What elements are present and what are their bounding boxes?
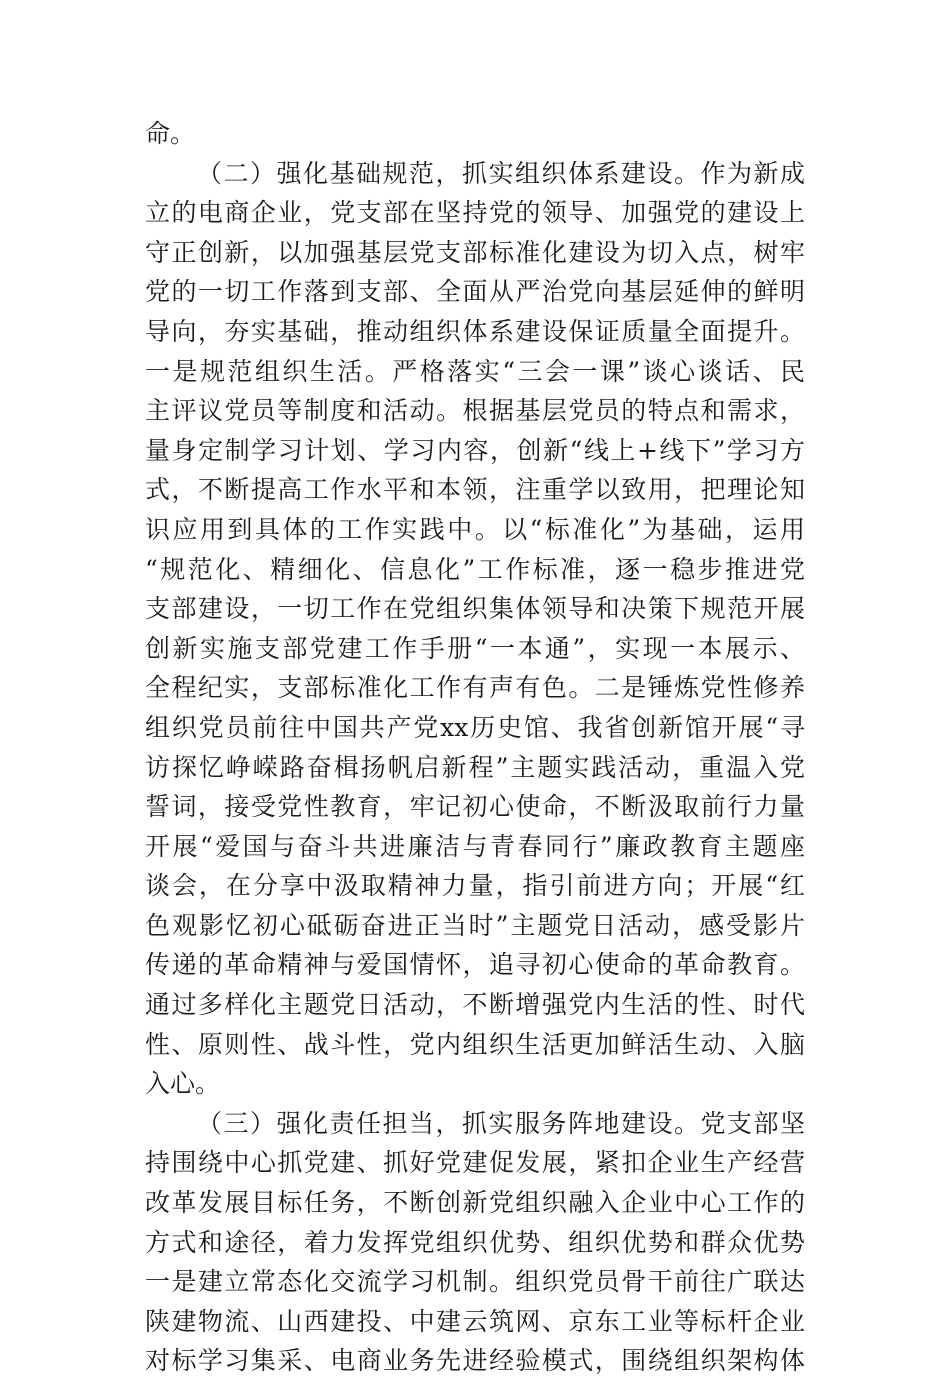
text-line: 组织党员前往中国共产党xx历史馆、我省创新馆开展“寻	[145, 712, 805, 742]
text-line: 誓词，接受党性教育，牢记初心使命，不断汲取前行力量	[145, 792, 805, 822]
text-line: 立的电商企业，党支部在坚持党的领导、加强党的建设上	[145, 198, 805, 228]
text-line: 谈会，在分享中汲取精神力量，指引前进方向；开展“红	[145, 871, 805, 901]
text-line: 全程纪实，支部标准化工作有声有色。二是锤炼党性修养	[145, 673, 805, 703]
text-line: 党的一切工作落到支部、全面从严治党向基层延伸的鲜明	[145, 277, 805, 307]
text-line: 识应用到具体的工作实践中。以“标准化”为基础，运用	[145, 514, 805, 544]
text-line: 入心。	[145, 1069, 221, 1099]
text-line: 色观影忆初心砥砺奋进正当时”主题党日活动，感受影片	[145, 910, 805, 940]
document-body	[145, 114, 805, 1381]
text-line: 支部建设，一切工作在党组织集体领导和决策下规范开展	[145, 594, 805, 624]
text-line: 性、原则性、战斗性，党内组织生活更加鲜活生动、入脑	[145, 1029, 805, 1059]
text-line: 陕建物流、山西建投、中建云筑网、京东工业等标杆企业	[145, 1306, 805, 1336]
text-line: 主评议党员等制度和活动。根据基层党员的特点和需求，	[145, 396, 805, 426]
text-line: 守正创新，以加强基层党支部标准化建设为切入点，树牢	[145, 237, 805, 267]
text-line: 开展“爱国与奋斗共进廉洁与青春同行”廉政教育主题座	[145, 831, 805, 861]
text-line: 改革发展目标任务，不断创新党组织融入企业中心工作的	[145, 1188, 805, 1218]
text-line: 量身定制学习计划、学习内容，创新“线上+线下”学习方	[145, 435, 805, 465]
text-line: 导向，夯实基础，推动组织体系建设保证质量全面提升。	[145, 316, 805, 346]
text-line: 通过多样化主题党日活动，不断增强党内生活的性、时代	[145, 990, 805, 1020]
text-line: 命。	[145, 119, 196, 148]
section-heading-line: （二）强化基础规范，抓实组织体系建设。作为新成	[197, 158, 805, 188]
section-heading-line: （三）强化责任担当，抓实服务阵地建设。党支部坚	[197, 1108, 805, 1138]
text-line: 持围绕中心抓党建、抓好党建促发展，紧扣企业生产经营	[145, 1148, 805, 1178]
text-line: 式，不断提高工作水平和本领，注重学以致用，把理论知	[145, 475, 805, 505]
text-line: 一是建立常态化交流学习机制。组织党员骨干前往广联达	[145, 1267, 805, 1297]
text-line: 方式和途径，着力发挥党组织优势、组织优势和群众优势	[145, 1227, 805, 1257]
text-line: “规范化、精细化、信息化”工作标准，逐一稳步推进党	[145, 554, 805, 584]
text-line: 传递的革命精神与爱国情怀，追寻初心使命的革命教育。	[145, 950, 805, 980]
text-line: 访探忆峥嵘路奋楫扬帆启新程”主题实践活动，重温入党	[145, 752, 805, 782]
text-line: 一是规范组织生活。严格落实“三会一课”谈心谈话、民	[145, 356, 805, 386]
text-line: 对标学习集采、电商业务先进经验模式，围绕组织架构体	[145, 1346, 805, 1376]
text-line: 创新实施支部党建工作手册“一本通”，实现一本展示、	[145, 633, 805, 663]
